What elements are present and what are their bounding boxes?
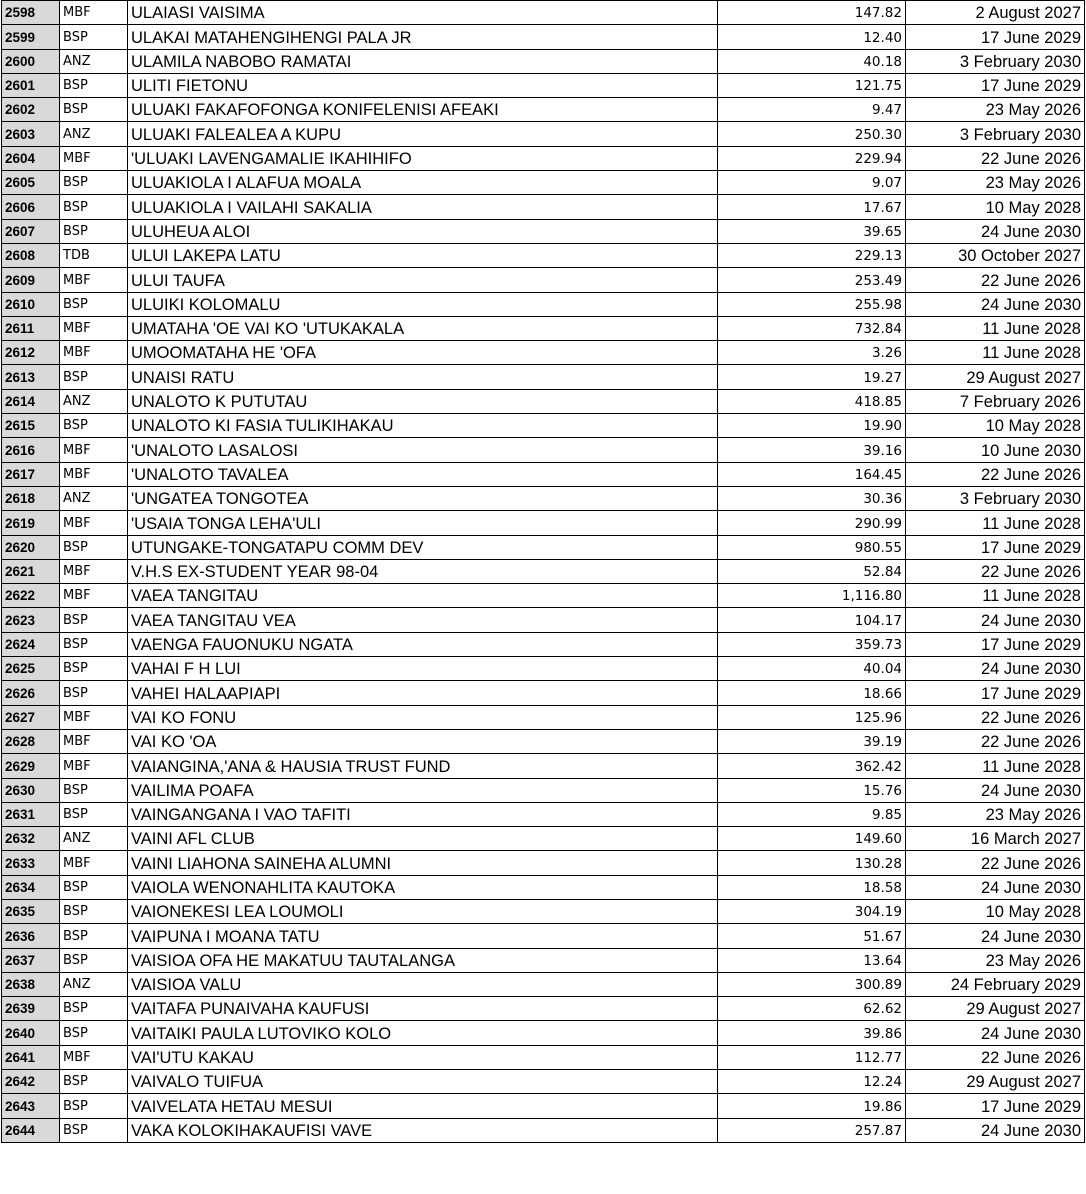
bank-code-cell: ANZ <box>60 122 128 146</box>
table-row <box>2 1070 1085 1094</box>
account-name-cell: 'UNALOTO LASALOSI <box>128 438 718 462</box>
account-name-cell: 'UNALOTO TAVALEA <box>128 462 718 486</box>
bank-code-cell: MBF <box>60 851 128 875</box>
date-cell: 24 June 2030 <box>906 778 1085 802</box>
date-cell: 29 August 2027 <box>906 365 1085 389</box>
row-number-cell: 2637 <box>2 948 60 972</box>
bank-code-cell: BSP <box>60 875 128 899</box>
date-cell: 24 June 2030 <box>906 608 1085 632</box>
row-number-cell: 2617 <box>2 462 60 486</box>
row-number-cell: 2612 <box>2 341 60 365</box>
account-name-cell: 'USAIA TONGA LEHA'ULI <box>128 511 718 535</box>
date-cell: 11 June 2028 <box>906 511 1085 535</box>
account-name-cell: V.H.S EX-STUDENT YEAR 98-04 <box>128 559 718 583</box>
account-name-cell: VAIVALO TUIFUA <box>128 1070 718 1094</box>
table-row <box>2 1045 1085 1069</box>
table-row <box>2 49 1085 73</box>
table-row <box>2 657 1085 681</box>
row-number-cell: 2623 <box>2 608 60 632</box>
account-name-cell: VAENGA FAUONUKU NGATA <box>128 632 718 656</box>
table-row <box>2 729 1085 753</box>
date-cell: 24 June 2030 <box>906 1021 1085 1045</box>
bank-code-cell: MBF <box>60 559 128 583</box>
amount-cell: 255.98 <box>718 292 906 316</box>
account-name-cell: ULAIASI VAISIMA <box>128 1 718 25</box>
table-row <box>2 486 1085 510</box>
amount-cell: 13.64 <box>718 948 906 972</box>
date-cell: 29 August 2027 <box>906 1070 1085 1094</box>
bank-code-cell: MBF <box>60 341 128 365</box>
amount-cell: 418.85 <box>718 389 906 413</box>
amount-cell: 304.19 <box>718 899 906 923</box>
table-row <box>2 608 1085 632</box>
row-number-cell: 2615 <box>2 414 60 438</box>
table-row <box>2 146 1085 170</box>
date-cell: 16 March 2027 <box>906 827 1085 851</box>
date-cell: 24 June 2030 <box>906 875 1085 899</box>
bank-code-cell: BSP <box>60 1021 128 1045</box>
date-cell: 3 February 2030 <box>906 486 1085 510</box>
bank-code-cell: MBF <box>60 584 128 608</box>
amount-cell: 121.75 <box>718 73 906 97</box>
table-row <box>2 73 1085 97</box>
bank-code-cell: BSP <box>60 778 128 802</box>
account-name-cell: VAIOLA WENONAHLITA KAUTOKA <box>128 875 718 899</box>
table-row <box>2 827 1085 851</box>
bank-code-cell: ANZ <box>60 486 128 510</box>
table-row <box>2 899 1085 923</box>
amount-cell: 147.82 <box>718 1 906 25</box>
row-number-cell: 2638 <box>2 972 60 996</box>
date-cell: 24 June 2030 <box>906 219 1085 243</box>
account-name-cell: ULUI LAKEPA LATU <box>128 243 718 267</box>
row-number-cell: 2620 <box>2 535 60 559</box>
table-row <box>2 511 1085 535</box>
table-row <box>2 705 1085 729</box>
amount-cell: 980.55 <box>718 535 906 559</box>
table-row <box>2 535 1085 559</box>
amount-cell: 9.85 <box>718 802 906 826</box>
row-number-cell: 2636 <box>2 924 60 948</box>
date-cell: 11 June 2028 <box>906 341 1085 365</box>
row-number-cell: 2621 <box>2 559 60 583</box>
amount-cell: 19.27 <box>718 365 906 389</box>
amount-cell: 300.89 <box>718 972 906 996</box>
bank-code-cell: BSP <box>60 924 128 948</box>
account-table <box>1 0 1085 1143</box>
bank-code-cell: BSP <box>60 657 128 681</box>
date-cell: 22 June 2026 <box>906 146 1085 170</box>
row-number-cell: 2610 <box>2 292 60 316</box>
table-row <box>2 851 1085 875</box>
amount-cell: 359.73 <box>718 632 906 656</box>
table-row <box>2 195 1085 219</box>
amount-cell: 164.45 <box>718 462 906 486</box>
date-cell: 10 June 2030 <box>906 438 1085 462</box>
amount-cell: 19.90 <box>718 414 906 438</box>
amount-cell: 39.65 <box>718 219 906 243</box>
table-row <box>2 268 1085 292</box>
date-cell: 17 June 2029 <box>906 25 1085 49</box>
date-cell: 10 May 2028 <box>906 899 1085 923</box>
row-number-cell: 2603 <box>2 122 60 146</box>
amount-cell: 250.30 <box>718 122 906 146</box>
date-cell: 11 June 2028 <box>906 754 1085 778</box>
account-name-cell: ULUAKIOLA I ALAFUA MOALA <box>128 171 718 195</box>
row-number-cell: 2643 <box>2 1094 60 1118</box>
row-number-cell: 2625 <box>2 657 60 681</box>
date-cell: 2 August 2027 <box>906 1 1085 25</box>
account-name-cell: VAIVELATA HETAU MESUI <box>128 1094 718 1118</box>
account-name-cell: ULUHEUA ALOI <box>128 219 718 243</box>
bank-code-cell: BSP <box>60 899 128 923</box>
table-row <box>2 559 1085 583</box>
table-row <box>2 997 1085 1021</box>
amount-cell: 257.87 <box>718 1118 906 1142</box>
account-name-cell: ULUAKIOLA I VAILAHI SAKALIA <box>128 195 718 219</box>
account-name-cell: ULAMILA NABOBO RAMATAI <box>128 49 718 73</box>
row-number-cell: 2624 <box>2 632 60 656</box>
account-name-cell: ULUAKI FAKAFOFONGA KONIFELENISI AFEAKI <box>128 98 718 122</box>
bank-code-cell: BSP <box>60 948 128 972</box>
row-number-cell: 2627 <box>2 705 60 729</box>
date-cell: 29 August 2027 <box>906 997 1085 1021</box>
amount-cell: 290.99 <box>718 511 906 535</box>
table-row <box>2 219 1085 243</box>
table-row <box>2 681 1085 705</box>
date-cell: 22 June 2026 <box>906 268 1085 292</box>
bank-code-cell: BSP <box>60 25 128 49</box>
account-name-cell: VAI KO 'OA <box>128 729 718 753</box>
table-row <box>2 341 1085 365</box>
row-number-cell: 2644 <box>2 1118 60 1142</box>
table-row <box>2 1021 1085 1045</box>
account-name-cell: VAITAFA PUNAIVAHA KAUFUSI <box>128 997 718 1021</box>
bank-code-cell: BSP <box>60 171 128 195</box>
account-name-cell: VAIANGINA,'ANA & HAUSIA TRUST FUND <box>128 754 718 778</box>
date-cell: 24 June 2030 <box>906 924 1085 948</box>
table-row <box>2 243 1085 267</box>
date-cell: 17 June 2029 <box>906 535 1085 559</box>
date-cell: 7 February 2026 <box>906 389 1085 413</box>
account-name-cell: VAI'UTU KAKAU <box>128 1045 718 1069</box>
bank-code-cell: MBF <box>60 316 128 340</box>
bank-code-cell: BSP <box>60 414 128 438</box>
row-number-cell: 2622 <box>2 584 60 608</box>
date-cell: 22 June 2026 <box>906 851 1085 875</box>
row-number-cell: 2600 <box>2 49 60 73</box>
date-cell: 22 June 2026 <box>906 559 1085 583</box>
date-cell: 24 June 2030 <box>906 292 1085 316</box>
date-cell: 23 May 2026 <box>906 171 1085 195</box>
row-number-cell: 2628 <box>2 729 60 753</box>
date-cell: 11 June 2028 <box>906 584 1085 608</box>
bank-code-cell: BSP <box>60 73 128 97</box>
table-row <box>2 316 1085 340</box>
account-name-cell: VAHEI HALAAPIAPI <box>128 681 718 705</box>
amount-cell: 52.84 <box>718 559 906 583</box>
amount-cell: 9.07 <box>718 171 906 195</box>
amount-cell: 732.84 <box>718 316 906 340</box>
date-cell: 10 May 2028 <box>906 195 1085 219</box>
account-name-cell: 'UNGATEA TONGOTEA <box>128 486 718 510</box>
account-name-cell: VAINGANGANA I VAO TAFITI <box>128 802 718 826</box>
account-name-cell: VAITAIKI PAULA LUTOVIKO KOLO <box>128 1021 718 1045</box>
table-row <box>2 438 1085 462</box>
row-number-cell: 2609 <box>2 268 60 292</box>
row-number-cell: 2599 <box>2 25 60 49</box>
row-number-cell: 2633 <box>2 851 60 875</box>
table-row <box>2 414 1085 438</box>
bank-code-cell: BSP <box>60 535 128 559</box>
bank-code-cell: ANZ <box>60 972 128 996</box>
bank-code-cell: BSP <box>60 195 128 219</box>
bank-code-cell: ANZ <box>60 49 128 73</box>
account-name-cell: UNALOTO KI FASIA TULIKIHAKAU <box>128 414 718 438</box>
bank-code-cell: MBF <box>60 1045 128 1069</box>
bank-code-cell: TDB <box>60 243 128 267</box>
table-row <box>2 292 1085 316</box>
amount-cell: 362.42 <box>718 754 906 778</box>
amount-cell: 253.49 <box>718 268 906 292</box>
table-row <box>2 972 1085 996</box>
bank-code-cell: BSP <box>60 98 128 122</box>
account-name-cell: UNAISI RATU <box>128 365 718 389</box>
date-cell: 22 June 2026 <box>906 462 1085 486</box>
row-number-cell: 2607 <box>2 219 60 243</box>
amount-cell: 149.60 <box>718 827 906 851</box>
table-row <box>2 98 1085 122</box>
row-number-cell: 2641 <box>2 1045 60 1069</box>
row-number-cell: 2616 <box>2 438 60 462</box>
bank-code-cell: BSP <box>60 632 128 656</box>
date-cell: 24 February 2029 <box>906 972 1085 996</box>
bank-code-cell: MBF <box>60 438 128 462</box>
row-number-cell: 2602 <box>2 98 60 122</box>
amount-cell: 15.76 <box>718 778 906 802</box>
date-cell: 17 June 2029 <box>906 681 1085 705</box>
account-name-cell: ULITI FIETONU <box>128 73 718 97</box>
date-cell: 17 June 2029 <box>906 1094 1085 1118</box>
amount-cell: 51.67 <box>718 924 906 948</box>
bank-code-cell: MBF <box>60 705 128 729</box>
table-row <box>2 171 1085 195</box>
row-number-cell: 2635 <box>2 899 60 923</box>
row-number-cell: 2598 <box>2 1 60 25</box>
date-cell: 30 October 2027 <box>906 243 1085 267</box>
row-number-cell: 2630 <box>2 778 60 802</box>
row-number-cell: 2632 <box>2 827 60 851</box>
amount-cell: 12.40 <box>718 25 906 49</box>
account-name-cell: VAINI LIAHONA SAINEHA ALUMNI <box>128 851 718 875</box>
row-number-cell: 2614 <box>2 389 60 413</box>
account-name-cell: VAI KO FONU <box>128 705 718 729</box>
date-cell: 22 June 2026 <box>906 705 1085 729</box>
bank-code-cell: BSP <box>60 681 128 705</box>
row-number-cell: 2606 <box>2 195 60 219</box>
row-number-cell: 2618 <box>2 486 60 510</box>
bank-code-cell: MBF <box>60 146 128 170</box>
account-name-cell: UMOOMATAHA HE 'OFA <box>128 341 718 365</box>
table-row <box>2 632 1085 656</box>
bank-code-cell: BSP <box>60 802 128 826</box>
amount-cell: 130.28 <box>718 851 906 875</box>
amount-cell: 229.13 <box>718 243 906 267</box>
date-cell: 17 June 2029 <box>906 632 1085 656</box>
bank-code-cell: BSP <box>60 219 128 243</box>
amount-cell: 62.62 <box>718 997 906 1021</box>
account-name-cell: ULUI TAUFA <box>128 268 718 292</box>
amount-cell: 19.86 <box>718 1094 906 1118</box>
row-number-cell: 2639 <box>2 997 60 1021</box>
row-number-cell: 2642 <box>2 1070 60 1094</box>
row-number-cell: 2604 <box>2 146 60 170</box>
bank-code-cell: MBF <box>60 1 128 25</box>
date-cell: 24 June 2030 <box>906 657 1085 681</box>
date-cell: 11 June 2028 <box>906 316 1085 340</box>
bank-code-cell: BSP <box>60 292 128 316</box>
bank-code-cell: MBF <box>60 754 128 778</box>
account-name-cell: UNALOTO K PUTUTAU <box>128 389 718 413</box>
amount-cell: 39.16 <box>718 438 906 462</box>
bank-code-cell: BSP <box>60 1118 128 1142</box>
table-row <box>2 924 1085 948</box>
row-number-cell: 2631 <box>2 802 60 826</box>
row-number-cell: 2634 <box>2 875 60 899</box>
bank-code-cell: ANZ <box>60 827 128 851</box>
bank-code-cell: BSP <box>60 997 128 1021</box>
amount-cell: 18.58 <box>718 875 906 899</box>
amount-cell: 12.24 <box>718 1070 906 1094</box>
table-row <box>2 462 1085 486</box>
row-number-cell: 2605 <box>2 171 60 195</box>
amount-cell: 40.04 <box>718 657 906 681</box>
account-name-cell: VAINI AFL CLUB <box>128 827 718 851</box>
amount-cell: 18.66 <box>718 681 906 705</box>
date-cell: 23 May 2026 <box>906 98 1085 122</box>
bank-code-cell: BSP <box>60 1070 128 1094</box>
bank-code-cell: ANZ <box>60 389 128 413</box>
amount-cell: 112.77 <box>718 1045 906 1069</box>
table-row <box>2 802 1085 826</box>
bank-code-cell: BSP <box>60 365 128 389</box>
table-row <box>2 754 1085 778</box>
amount-cell: 40.18 <box>718 49 906 73</box>
account-name-cell: VAIONEKESI LEA LOUMOLI <box>128 899 718 923</box>
account-name-cell: ULUAKI FALEALEA A KUPU <box>128 122 718 146</box>
account-name-cell: VAKA KOLOKIHAKAUFISI VAVE <box>128 1118 718 1142</box>
date-cell: 3 February 2030 <box>906 49 1085 73</box>
table-row <box>2 948 1085 972</box>
table-row <box>2 875 1085 899</box>
amount-cell: 9.47 <box>718 98 906 122</box>
bank-code-cell: MBF <box>60 268 128 292</box>
account-name-cell: VAISIOA VALU <box>128 972 718 996</box>
table-row <box>2 1118 1085 1142</box>
row-number-cell: 2619 <box>2 511 60 535</box>
table-row <box>2 25 1085 49</box>
account-name-cell: UTUNGAKE-TONGATAPU COMM DEV <box>128 535 718 559</box>
account-name-cell: 'ULUAKI LAVENGAMALIE IKAHIHIFO <box>128 146 718 170</box>
table-row <box>2 122 1085 146</box>
date-cell: 23 May 2026 <box>906 948 1085 972</box>
bank-code-cell: BSP <box>60 1094 128 1118</box>
bank-code-cell: BSP <box>60 608 128 632</box>
date-cell: 3 February 2030 <box>906 122 1085 146</box>
account-name-cell: VAILIMA POAFA <box>128 778 718 802</box>
date-cell: 17 June 2029 <box>906 73 1085 97</box>
date-cell: 23 May 2026 <box>906 802 1085 826</box>
account-name-cell: ULAKAI MATAHENGIHENGI PALA JR <box>128 25 718 49</box>
account-name-cell: VAEA TANGITAU <box>128 584 718 608</box>
bank-code-cell: MBF <box>60 511 128 535</box>
table-row <box>2 584 1085 608</box>
account-name-cell: UMATAHA 'OE VAI KO 'UTUKAKALA <box>128 316 718 340</box>
bank-code-cell: MBF <box>60 462 128 486</box>
account-table-body <box>2 1 1085 1143</box>
account-name-cell: VAHAI F H LUI <box>128 657 718 681</box>
table-row <box>2 365 1085 389</box>
amount-cell: 229.94 <box>718 146 906 170</box>
table-row <box>2 1 1085 25</box>
amount-cell: 1,116.80 <box>718 584 906 608</box>
row-number-cell: 2629 <box>2 754 60 778</box>
row-number-cell: 2601 <box>2 73 60 97</box>
table-row <box>2 1094 1085 1118</box>
amount-cell: 17.67 <box>718 195 906 219</box>
amount-cell: 30.36 <box>718 486 906 510</box>
account-name-cell: ULUIKI KOLOMALU <box>128 292 718 316</box>
table-row <box>2 778 1085 802</box>
bank-code-cell: MBF <box>60 729 128 753</box>
date-cell: 10 May 2028 <box>906 414 1085 438</box>
account-name-cell: VAEA TANGITAU VEA <box>128 608 718 632</box>
row-number-cell: 2613 <box>2 365 60 389</box>
row-number-cell: 2626 <box>2 681 60 705</box>
amount-cell: 39.19 <box>718 729 906 753</box>
date-cell: 22 June 2026 <box>906 1045 1085 1069</box>
table-row <box>2 389 1085 413</box>
amount-cell: 125.96 <box>718 705 906 729</box>
amount-cell: 104.17 <box>718 608 906 632</box>
account-name-cell: VAISIOA OFA HE MAKATUU TAUTALANGA <box>128 948 718 972</box>
account-name-cell: VAIPUNA I MOANA TATU <box>128 924 718 948</box>
date-cell: 22 June 2026 <box>906 729 1085 753</box>
row-number-cell: 2611 <box>2 316 60 340</box>
amount-cell: 39.86 <box>718 1021 906 1045</box>
date-cell: 24 June 2030 <box>906 1118 1085 1142</box>
amount-cell: 3.26 <box>718 341 906 365</box>
row-number-cell: 2640 <box>2 1021 60 1045</box>
row-number-cell: 2608 <box>2 243 60 267</box>
